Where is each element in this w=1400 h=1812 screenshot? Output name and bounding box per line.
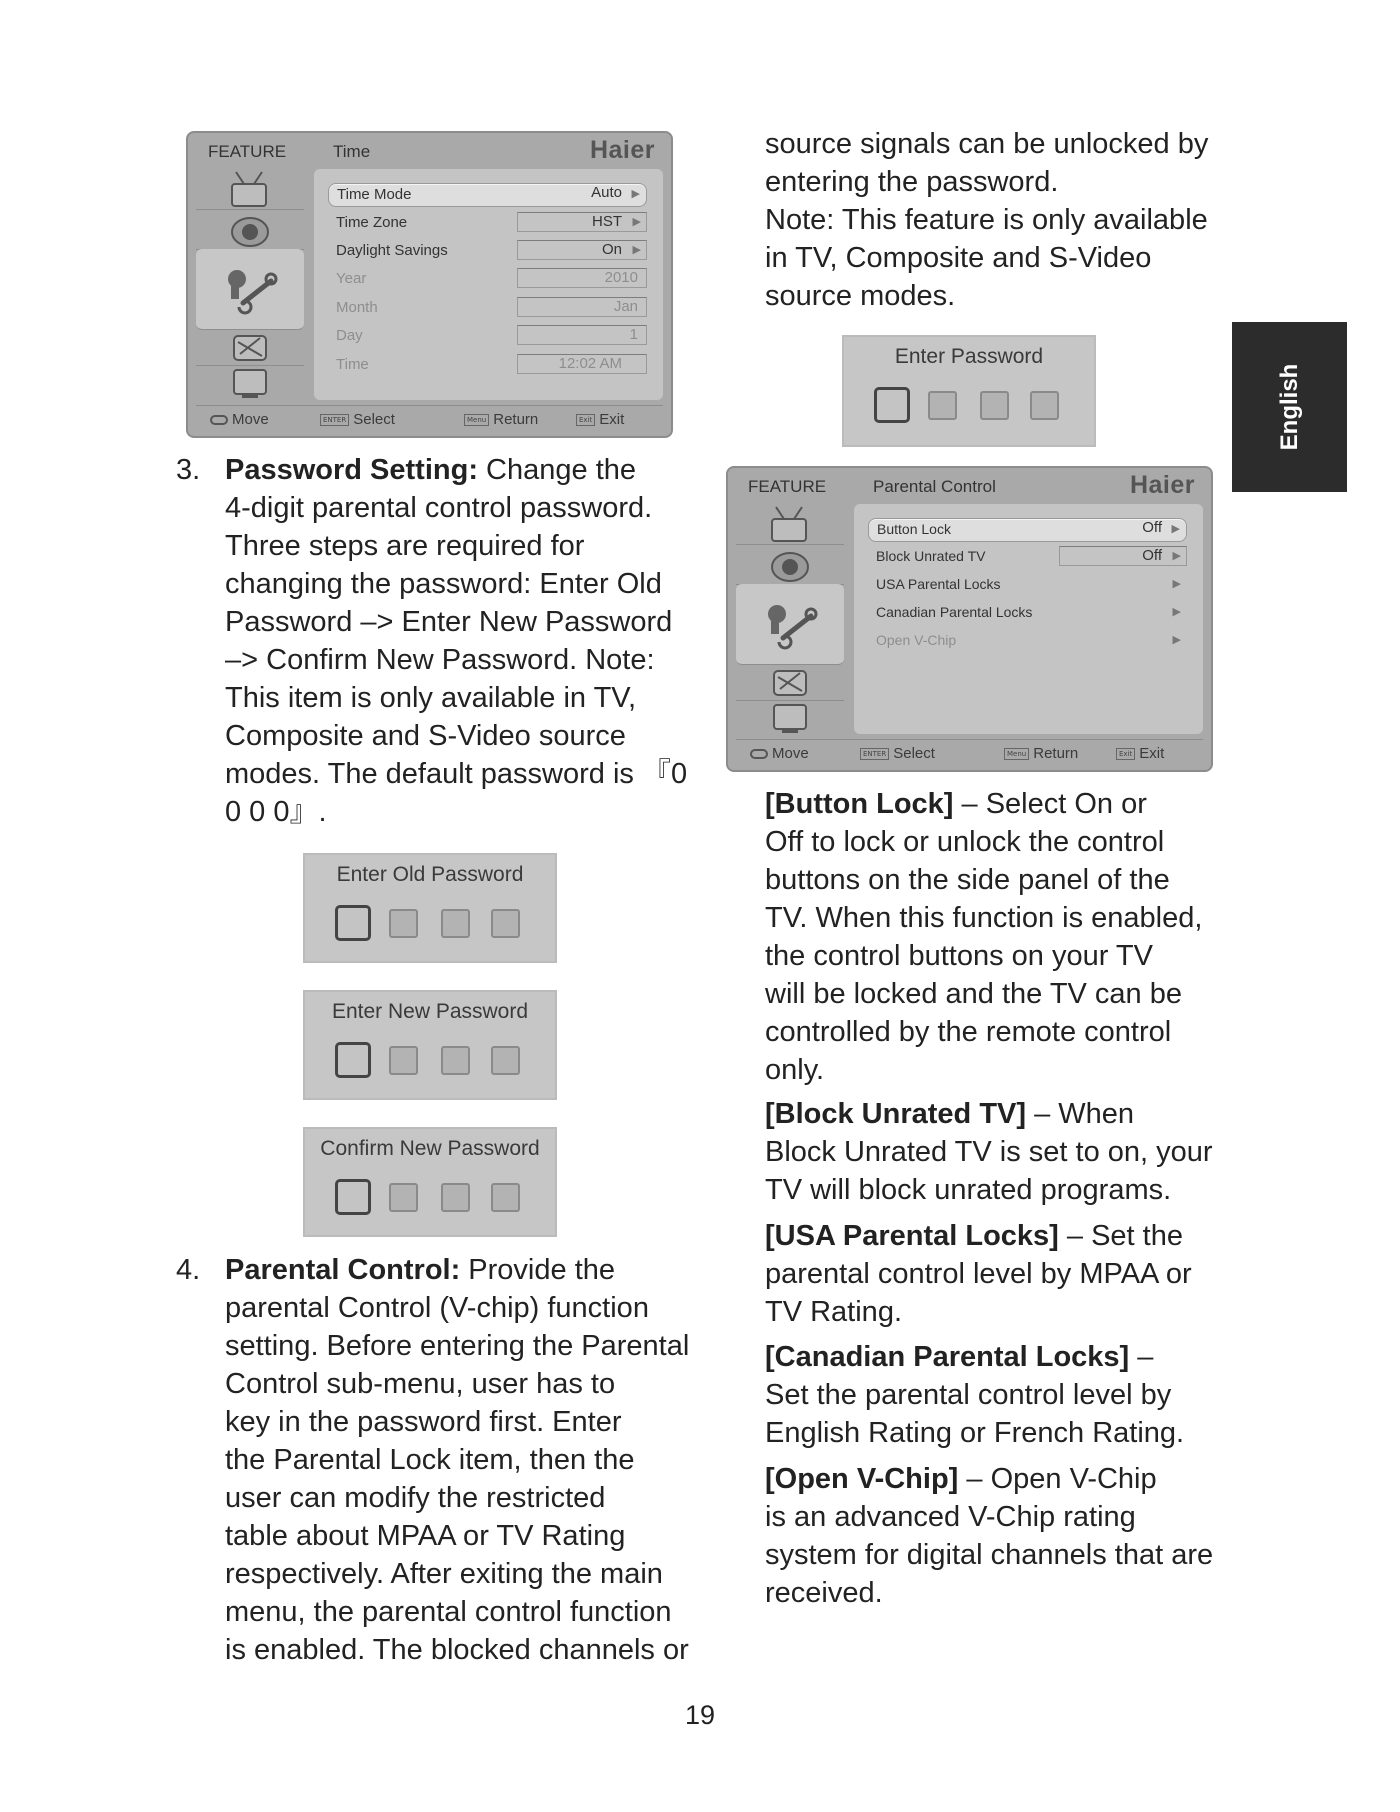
satellite-icon <box>196 329 304 366</box>
row-value: Jan <box>517 297 647 317</box>
osd-footer <box>196 405 663 432</box>
row-value: 12:02 AM <box>517 354 647 374</box>
password-digit-field[interactable] <box>335 905 371 941</box>
tv-picture-icon <box>196 169 304 210</box>
open-v-chip-row[interactable] <box>868 630 1187 652</box>
satellite-icon <box>736 664 844 701</box>
osd-settings-panel <box>314 169 663 400</box>
move-hint: Move <box>210 411 269 428</box>
button-lock-row[interactable] <box>868 518 1187 542</box>
right-arrow-icon: ▶ <box>1172 578 1181 590</box>
enter-key-icon: ENTER <box>860 748 889 760</box>
password-digit-field[interactable] <box>441 1046 470 1075</box>
section-heading: Password Setting: <box>225 454 478 486</box>
language-tab <box>1232 322 1347 492</box>
haier-logo: Haier <box>589 136 655 164</box>
haier-logo: Haier <box>1129 471 1195 499</box>
open-v-chip-description: [Open V-Chip] – Open V-Chip is an advanced V-Chip rating system for digital channels that are received. <box>765 1463 1214 1609</box>
daylight-savings-row[interactable] <box>328 240 647 262</box>
block-unrated-tv-row[interactable] <box>868 546 1187 568</box>
page-number: 19 <box>684 1700 716 1730</box>
row-value: Off <box>1059 546 1187 566</box>
exit-hint: Exit Exit <box>576 411 624 428</box>
term: [USA Parental Locks] <box>765 1220 1059 1252</box>
usa-parental-locks-row[interactable] <box>868 574 1187 596</box>
time-row <box>328 354 647 376</box>
exit-key-icon: Exit <box>1116 748 1135 760</box>
password-digit-field[interactable] <box>389 1046 418 1075</box>
row-label: Time Zone <box>336 214 408 231</box>
osd-settings-panel <box>854 504 1203 734</box>
osd-feature-label: FEATURE <box>208 142 287 161</box>
parental-control-paragraph: Parental Control: Provide the parental Control (V-chip) function setting. Before entering the Parental Control sub-menu, user has to key in the password first. Enter the Parental Lock item, then the user can modify the restricted table about MPAA or TV Rating respectively. After exiting the main menu, the parental control function is enabled. The blocked channels or <box>225 1254 690 1666</box>
canadian-parental-locks-row[interactable] <box>868 602 1187 624</box>
password-digit-field[interactable] <box>874 387 910 423</box>
enter-new-password-dialog <box>303 990 557 1100</box>
speaker-icon <box>736 544 844 585</box>
language-tab-label: English <box>1275 363 1303 451</box>
right-arrow-icon: ▶ <box>631 188 640 200</box>
canadian-parental-locks-description: [Canadian Parental Locks] – Set the parental control level by English Rating or French Rating. <box>765 1341 1185 1449</box>
day-row <box>328 325 647 347</box>
exit-hint: Exit Exit <box>1116 745 1164 762</box>
password-digit-field[interactable] <box>1030 391 1059 420</box>
term: [Block Unrated TV] <box>765 1098 1027 1130</box>
row-label: Day <box>336 327 363 344</box>
time-mode-row[interactable] <box>328 183 647 207</box>
button-lock-description: [Button Lock] – Select On or Off to lock or unlock the control buttons on the side panel of the TV. When this function is enabled, the control buttons on your TV will be locked and the TV can be controlled by the remote control only. <box>765 788 1203 1086</box>
row-label: Month <box>336 299 378 316</box>
term: [Open V-Chip] <box>765 1463 959 1495</box>
password-setting-paragraph: Password Setting: Change the 4-digit parental control password. Three steps are required for changing the password: Enter Old Password –> Enter New Password –> Confirm New Password. Note: This item is only available in TV, Composite and S-Video source modes. The default password is 『0 0 0 0』. <box>225 454 688 828</box>
term: [Canadian Parental Locks] <box>765 1341 1130 1373</box>
dialog-title: Enter New Password <box>331 1000 529 1023</box>
password-digit-field[interactable] <box>389 909 418 938</box>
dialog-title: Confirm New Password <box>320 1137 540 1160</box>
screen-icon <box>736 700 844 736</box>
password-digit-field[interactable] <box>335 1179 371 1215</box>
dialog-title: Enter Password <box>894 345 1044 368</box>
password-digit-field[interactable] <box>335 1042 371 1078</box>
password-digit-field[interactable] <box>491 1183 520 1212</box>
password-digit-field[interactable] <box>928 391 957 420</box>
osd-current-menu: Parental Control <box>873 477 996 496</box>
osd-header <box>188 133 671 165</box>
row-value: HST <box>517 212 647 232</box>
right-arrow-icon: ▶ <box>632 244 641 256</box>
block-unrated-tv-description: [Block Unrated TV] – When Block Unrated TV is set to on, your TV will block unrated programs. <box>765 1098 1213 1206</box>
time-menu-screenshot <box>186 131 673 438</box>
password-digit-field[interactable] <box>491 1046 520 1075</box>
osd-current-menu: Time <box>333 142 371 161</box>
return-hint: Menu Return <box>1004 745 1078 762</box>
osd-footer <box>736 739 1203 766</box>
row-value: On <box>517 240 647 260</box>
osd-header <box>728 468 1211 500</box>
dialog-title: Enter Old Password <box>336 863 524 886</box>
feature-wrench-icon <box>736 584 844 665</box>
feature-wrench-icon <box>196 249 304 330</box>
right-arrow-icon: ▶ <box>1172 606 1181 618</box>
password-digit-field[interactable] <box>441 1183 470 1212</box>
enter-password-dialog <box>842 335 1096 447</box>
password-digit-field[interactable] <box>491 909 520 938</box>
row-label: Time <box>336 356 369 373</box>
section-heading: Parental Control: <box>225 1254 461 1286</box>
password-digit-field[interactable] <box>441 909 470 938</box>
select-hint: ENTER Select <box>320 411 395 428</box>
row-value: Auto <box>591 184 622 201</box>
osd-feature-label: FEATURE <box>748 477 827 496</box>
move-icon <box>750 749 768 759</box>
enter-old-password-dialog <box>303 853 557 963</box>
row-label: Block Unrated TV <box>876 548 986 564</box>
row-label: USA Parental Locks <box>876 576 1001 592</box>
move-hint: Move <box>750 745 809 762</box>
right-arrow-icon: ▶ <box>1172 550 1181 562</box>
row-label: Button Lock <box>877 521 951 537</box>
right-arrow-icon: ▶ <box>632 216 641 228</box>
select-hint: ENTER Select <box>860 745 935 762</box>
menu-key-icon: Menu <box>1004 748 1029 760</box>
row-label: Time Mode <box>337 186 412 203</box>
password-digit-field[interactable] <box>980 391 1009 420</box>
enter-key-icon: ENTER <box>320 414 349 426</box>
usa-parental-locks-description: [USA Parental Locks] – Set the parental control level by MPAA or TV Rating. <box>765 1220 1192 1328</box>
menu-key-icon: Menu <box>464 414 489 426</box>
row-label: Daylight Savings <box>336 242 448 259</box>
row-value: 2010 <box>517 268 647 288</box>
parental-control-menu-screenshot <box>726 466 1213 772</box>
move-icon <box>210 415 228 425</box>
time-zone-row[interactable] <box>328 212 647 234</box>
exit-key-icon: Exit <box>576 414 595 426</box>
speaker-icon <box>196 209 304 250</box>
return-hint: Menu Return <box>464 411 538 428</box>
right-arrow-icon: ▶ <box>1171 523 1180 535</box>
row-label: Canadian Parental Locks <box>876 604 1033 620</box>
tv-picture-icon <box>736 504 844 545</box>
row-label: Open V-Chip <box>876 632 957 648</box>
month-row <box>328 297 647 319</box>
row-label: Year <box>336 270 367 287</box>
confirm-new-password-dialog <box>303 1127 557 1237</box>
right-arrow-icon: ▶ <box>1172 634 1181 646</box>
password-digit-field[interactable] <box>389 1183 418 1212</box>
row-value: Off <box>1142 519 1162 536</box>
unlock-note-paragraph: source signals can be unlocked by entering the password. Note: This feature is only available in TV, Composite and S-Video source modes. <box>765 128 1209 312</box>
item-number: 3. <box>176 454 201 486</box>
year-row <box>328 268 647 290</box>
row-value: 1 <box>517 325 647 345</box>
osd-sidebar <box>736 504 844 734</box>
osd-sidebar <box>196 169 304 400</box>
item-number: 4. <box>176 1254 201 1286</box>
screen-icon <box>196 365 304 401</box>
term: [Button Lock] <box>765 788 954 820</box>
